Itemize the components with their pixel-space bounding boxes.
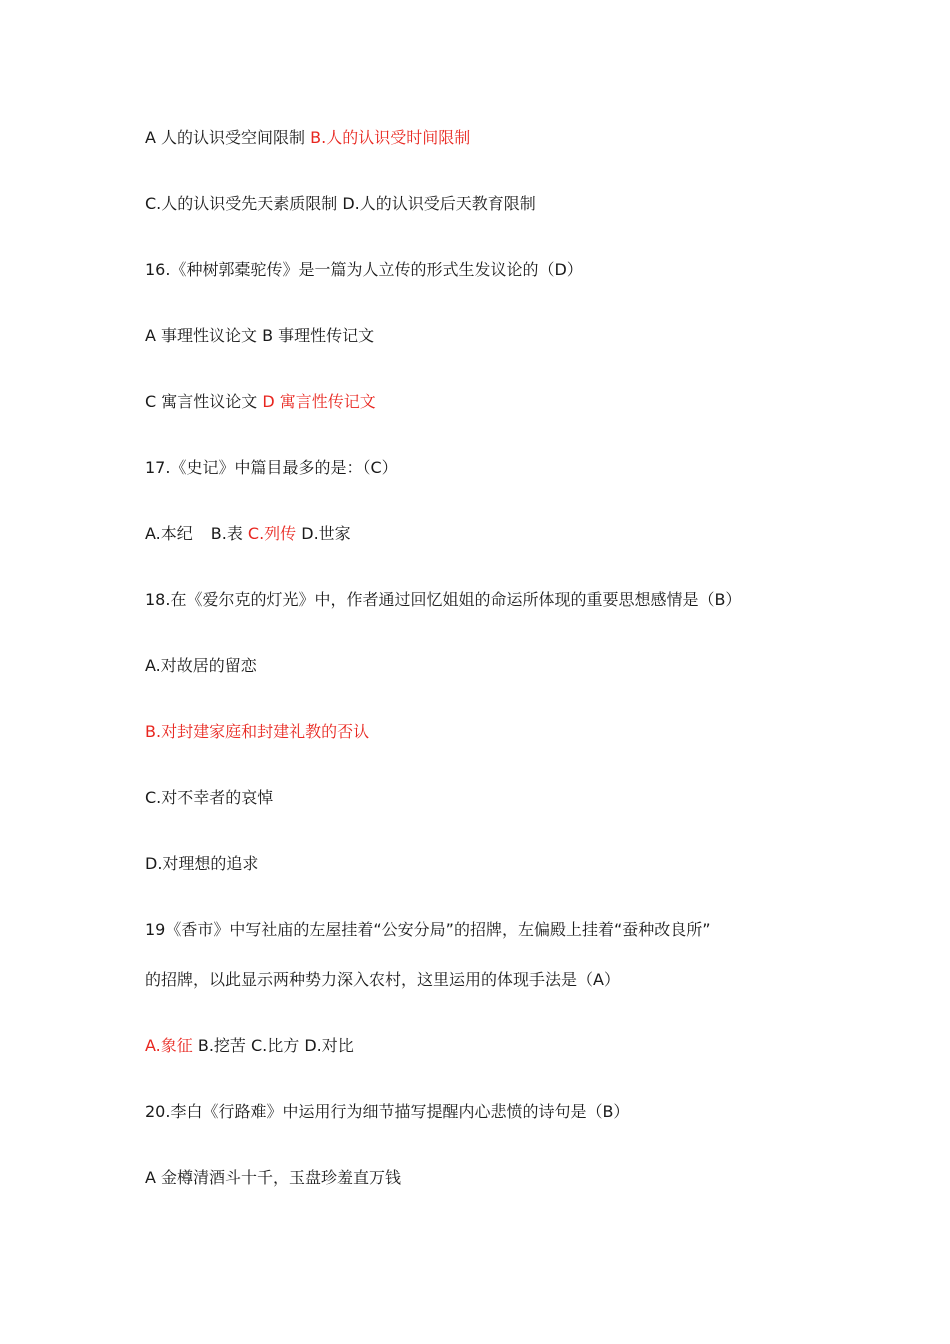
option-16ab: A 事理性议论文 B 事理性传记文 <box>145 326 375 345</box>
answer-18b <box>145 722 369 742</box>
question-18-text: 18.在《爱尔克的灯光》中，作者通过回忆姐姐的命运所体现的重要思想感情是（B） <box>145 590 742 609</box>
option-line-19 <box>145 1036 354 1056</box>
answer-18b-text: B.对封建家庭和封建礼教的否认 <box>145 722 370 741</box>
question-19-text-2: 的招牌，以此显示两种势力深入农村，这里运用的体现手法是（A） <box>145 970 620 989</box>
option-18a-text: A.对故居的留恋 <box>145 656 257 675</box>
option-20a <box>145 1168 401 1188</box>
option-line-15-cd <box>145 194 536 214</box>
option-17d: D.世家 <box>296 524 351 543</box>
option-16c: C 寓言性议论文 <box>145 392 263 411</box>
option-18c-text: C.对不幸者的哀悼 <box>145 788 274 807</box>
answer-19a: A.象征 <box>145 1036 193 1055</box>
question-17-text: 17.《史记》中篇目最多的是：（C） <box>145 458 398 477</box>
option-20a-text: A 金樽清酒斗十千，玉盘珍羞直万钱 <box>145 1168 402 1187</box>
answer-17c: C.列传 <box>247 524 297 543</box>
option-line-16-cd <box>145 392 376 412</box>
question-19-text-1: 19《香市》中写社庙的左屋挂着“公安分局”的招牌，左偏殿上挂着“蚕种改良所” <box>145 920 711 939</box>
option-line-15-ab <box>145 128 470 148</box>
option-15cd: C.人的认识受先天素质限制 D.人的认识受后天教育限制 <box>145 194 536 213</box>
question-20-text: 20.李白《行路难》中运用行为细节描写提醒内心悲愤的诗句是（B） <box>145 1102 630 1121</box>
option-line-16-ab <box>145 326 374 346</box>
option-18d-text: D.对理想的追求 <box>145 854 259 873</box>
option-18c <box>145 788 273 808</box>
question-16-text: 16.《种树郭橐驼传》是一篇为人立传的形式生发议论的（D） <box>145 260 583 279</box>
question-19-line2 <box>145 970 620 990</box>
option-18a <box>145 656 257 676</box>
answer-16d: D 寓言性传记文 <box>262 392 376 411</box>
question-18 <box>145 590 741 610</box>
option-18d <box>145 854 258 874</box>
option-line-17 <box>145 524 351 544</box>
question-17 <box>145 458 398 478</box>
question-16 <box>145 260 583 280</box>
question-19-line1 <box>145 920 711 940</box>
option-17b: B.表 <box>210 524 248 543</box>
option-15a: A 人的认识受空间限制 <box>145 128 311 147</box>
option-17a: A.本纪 <box>145 524 193 543</box>
option-19bcd: B.挖苦 C.比方 D.对比 <box>192 1036 354 1055</box>
question-20 <box>145 1102 629 1122</box>
answer-15b: B.人的认识受时间限制 <box>310 128 471 147</box>
